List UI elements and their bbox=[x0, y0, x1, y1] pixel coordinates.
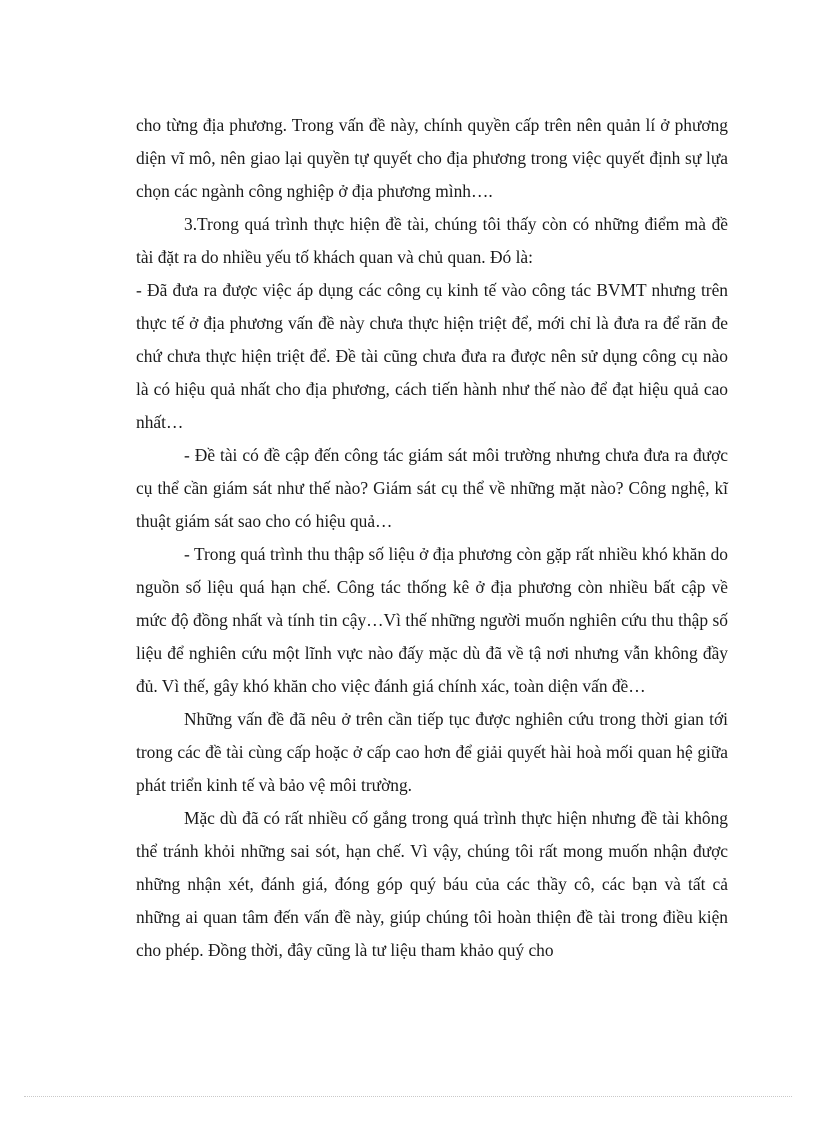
paragraph-continuation: cho từng địa phương. Trong vấn đề này, chính quyền cấp trên nên quản lí ở phương diện vĩ mô, nên giao lại quyền tự quyết cho địa phương trong việc quyết định sự lựa chọn các ngành công nghiệp ở địa phương mình…. bbox=[136, 115, 728, 201]
paragraph-bullet-data-collection: - Trong quá trình thu thập số liệu ở địa phương còn gặp rất nhiều khó khăn do nguồn số liệu quá hạn chế. Công tác thống kê ở địa phương còn nhiều bất cập về mức độ đồng nhất và tính tin cậy…Vì thế những người muốn nghiên cứu thu thập số liệu để nghiên cứu một lĩnh vực nào đấy mặc dù đã về tậ nơi nhưng vẫn không đầy đủ. Vì thế, gây khó khăn cho việc đánh giá chính xác, toàn diện vấn đề… bbox=[136, 544, 728, 696]
paragraph-point-3: 3.Trong quá trình thực hiện đề tài, chúng tôi thấy còn có những điểm mà đề tài đặt ra do nhiều yếu tố khách quan và chủ quan. Đó là: bbox=[136, 214, 728, 267]
paragraph-acknowledgement: Mặc dù đã có rất nhiều cố gắng trong quá trình thực hiện nhưng đề tài không thể tránh khỏi những sai sót, hạn chế. Vì vậy, chúng tôi rất mong muốn nhận được những nhận xét, đánh giá, đóng góp quý báu của các thầy cô, các bạn và tất cả những ai quan tâm đến vấn đề này, giúp chúng tôi hoàn thiện đề tài trong điều kiện cho phép. Đồng thời, đây cũng là tư liệu tham khảo quý cho bbox=[136, 808, 728, 960]
body-text bbox=[136, 109, 728, 967]
paragraph-bullet-monitoring: - Đề tài có đề cập đến công tác giám sát môi trường nhưng chưa đưa ra được cụ thể cần giám sát như thế nào? Giám sát cụ thể về những mặt nào? Công nghệ, kĩ thuật giám sát sao cho có hiệu quả… bbox=[136, 445, 728, 531]
page-bottom-divider bbox=[24, 1096, 792, 1097]
paragraph-further-research: Những vấn đề đã nêu ở trên cần tiếp tục được nghiên cứu trong thời gian tới trong các đề tài cùng cấp hoặc ở cấp cao hơn để giải quyết hài hoà mối quan hệ giữa phát triển kinh tế và bảo vệ môi trường. bbox=[136, 709, 728, 795]
paragraph-bullet-economic-tools: - Đã đưa ra được việc áp dụng các công cụ kinh tế vào công tác BVMT nhưng trên thực tế ở địa phương vấn đề này chưa thực hiện triệt để, mới chỉ là đưa ra để răn đe chứ chưa thực hiện triệt để. Đề tài cũng chưa đưa ra được nên sử dụng công cụ nào là có hiệu quả nhất cho địa phương, cách tiến hành như thế nào để đạt hiệu quả cao nhất… bbox=[136, 280, 728, 432]
